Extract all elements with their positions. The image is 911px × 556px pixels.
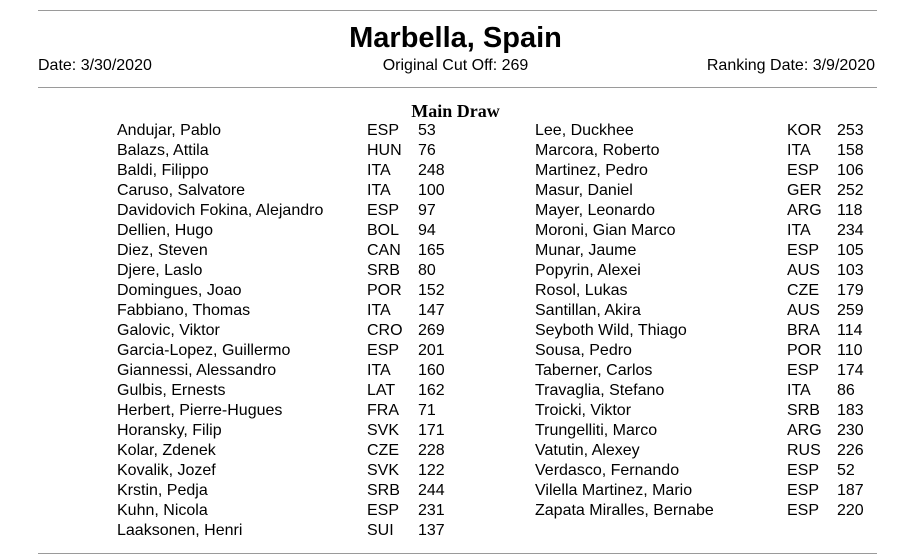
player-country: AUS — [787, 302, 820, 319]
player-rank: 244 — [418, 482, 445, 499]
player-name: Verdasco, Fernando — [535, 462, 680, 479]
player-country: SUI — [367, 522, 394, 539]
player-name: Dellien, Hugo — [117, 222, 214, 239]
player-rank: 114 — [837, 322, 863, 339]
player-country: ARG — [787, 202, 822, 219]
player-rank: 226 — [837, 442, 864, 459]
player-name: Santillan, Akira — [535, 302, 641, 319]
player-country: CRO — [367, 322, 403, 339]
player-country: CZE — [367, 442, 399, 459]
player-rank: 94 — [418, 222, 436, 239]
player-name: Diez, Steven — [117, 242, 208, 259]
player-country: FRA — [367, 402, 399, 419]
player-country: BRA — [787, 322, 820, 339]
player-country: ITA — [367, 182, 391, 199]
player-name: Gulbis, Ernests — [117, 382, 226, 399]
player-rank: 248 — [418, 162, 445, 179]
player-rank: 158 — [837, 142, 864, 159]
bottom-divider — [38, 553, 877, 554]
player-rank: 137 — [418, 522, 445, 539]
section-title: Main Draw — [411, 101, 500, 121]
player-rank: 253 — [837, 122, 864, 139]
player-country: KOR — [787, 122, 822, 139]
player-rank: 220 — [837, 502, 864, 519]
player-name: Horansky, Filip — [117, 422, 222, 439]
player-country: HUN — [367, 142, 402, 159]
player-name: Popyrin, Alexei — [535, 262, 641, 279]
player-rank: 53 — [418, 122, 436, 139]
player-name: Lee, Duckhee — [535, 122, 634, 139]
player-name: Kolar, Zdenek — [117, 442, 216, 459]
player-country: GER — [787, 182, 822, 199]
player-rank: 105 — [837, 242, 864, 259]
player-rank: 259 — [837, 302, 864, 319]
player-country: ESP — [787, 462, 820, 479]
player-rank: 165 — [418, 242, 445, 259]
player-rank: 152 — [418, 282, 445, 299]
player-country: ESP — [367, 342, 400, 359]
player-rank: 183 — [837, 402, 864, 419]
player-name: Djere, Laslo — [117, 262, 203, 279]
player-country: ESP — [787, 242, 820, 259]
player-country: ITA — [787, 222, 811, 239]
player-name: Domingues, Joao — [117, 282, 242, 299]
player-country: ITA — [367, 362, 391, 379]
player-rank: 187 — [837, 482, 864, 499]
page-title: Marbella, Spain — [349, 22, 562, 54]
player-rank: 162 — [418, 382, 445, 399]
player-country: ARG — [787, 422, 822, 439]
player-name: Laaksonen, Henri — [117, 522, 243, 539]
player-name: Garcia-Lopez, Guillermo — [117, 342, 291, 359]
player-name: Andujar, Pablo — [117, 122, 222, 139]
player-name: Giannessi, Alessandro — [117, 362, 277, 379]
player-rank: 171 — [418, 422, 445, 439]
player-country: ITA — [787, 382, 811, 399]
top-divider — [38, 10, 877, 11]
player-rank: 252 — [837, 182, 864, 199]
player-name: Marcora, Roberto — [535, 142, 660, 159]
player-country: BOL — [367, 222, 400, 239]
player-country: ESP — [787, 362, 820, 379]
player-rank: 100 — [418, 182, 445, 199]
player-name: Zapata Miralles, Bernabe — [535, 502, 714, 519]
player-rank: 106 — [837, 162, 864, 179]
player-name: Krstin, Pedja — [117, 482, 208, 499]
player-rank: 52 — [837, 462, 855, 479]
player-rank: 147 — [418, 302, 445, 319]
ranking-date-label: Ranking Date: 3/9/2020 — [706, 57, 875, 74]
player-name: Munar, Jaume — [535, 242, 637, 259]
date-label: Date: 3/30/2020 — [38, 57, 152, 74]
player-name: Moroni, Gian Marco — [535, 222, 676, 239]
cut-off-label: Original Cut Off: 269 — [382, 57, 529, 74]
player-rank: 201 — [418, 342, 445, 359]
player-rank: 80 — [418, 262, 436, 279]
player-name: Vatutin, Alexey — [535, 442, 640, 459]
player-name: Seyboth Wild, Thiago — [535, 322, 687, 339]
player-country: SRB — [787, 402, 820, 419]
player-rank: 160 — [418, 362, 445, 379]
player-country: ESP — [367, 122, 400, 139]
player-name: Rosol, Lukas — [535, 282, 628, 299]
header-divider — [38, 87, 877, 88]
player-name: Trungelliti, Marco — [535, 422, 658, 439]
player-name: Masur, Daniel — [535, 182, 633, 199]
player-country: ESP — [367, 202, 400, 219]
player-name: Davidovich Fokina, Alejandro — [117, 202, 324, 219]
player-name: Sousa, Pedro — [535, 342, 632, 359]
player-rank: 230 — [837, 422, 864, 439]
player-rank: 86 — [837, 382, 855, 399]
player-country: ESP — [367, 502, 400, 519]
player-country: SRB — [367, 482, 400, 499]
player-country: ESP — [787, 482, 820, 499]
player-name: Galovic, Viktor — [117, 322, 220, 339]
player-rank: 103 — [837, 262, 864, 279]
player-country: POR — [787, 342, 822, 359]
player-name: Kuhn, Nicola — [117, 502, 208, 519]
player-name: Kovalik, Jozef — [117, 462, 216, 479]
player-country: AUS — [787, 262, 820, 279]
player-name: Vilella Martinez, Mario — [535, 482, 693, 499]
player-country: ITA — [787, 142, 811, 159]
player-name: Baldi, Filippo — [117, 162, 209, 179]
player-rank: 179 — [837, 282, 864, 299]
player-country: LAT — [367, 382, 396, 399]
player-rank: 174 — [837, 362, 864, 379]
player-rank: 71 — [418, 402, 436, 419]
player-country: ITA — [367, 162, 391, 179]
player-name: Troicki, Viktor — [535, 402, 632, 419]
player-rank: 122 — [418, 462, 445, 479]
player-rank: 110 — [837, 342, 863, 359]
player-country: CZE — [787, 282, 819, 299]
player-name: Travaglia, Stefano — [535, 382, 665, 399]
player-country: ESP — [787, 502, 820, 519]
player-rank: 234 — [837, 222, 864, 239]
player-country: SRB — [367, 262, 400, 279]
player-country: CAN — [367, 242, 401, 259]
player-name: Mayer, Leonardo — [535, 202, 656, 219]
player-rank: 97 — [418, 202, 436, 219]
player-country: RUS — [787, 442, 821, 459]
player-name: Caruso, Salvatore — [117, 182, 246, 199]
player-country: ITA — [367, 302, 391, 319]
player-name: Fabbiano, Thomas — [117, 302, 251, 319]
player-name: Balazs, Attila — [117, 142, 209, 159]
player-rank: 76 — [418, 142, 436, 159]
player-country: SVK — [367, 422, 400, 439]
player-rank: 118 — [837, 202, 863, 219]
player-country: ESP — [787, 162, 820, 179]
player-name: Herbert, Pierre-Hugues — [117, 402, 283, 419]
player-rank: 269 — [418, 322, 445, 339]
player-rank: 228 — [418, 442, 445, 459]
player-name: Martinez, Pedro — [535, 162, 648, 179]
player-rank: 231 — [418, 502, 445, 519]
player-country: SVK — [367, 462, 400, 479]
player-name: Taberner, Carlos — [535, 362, 653, 379]
player-country: POR — [367, 282, 402, 299]
